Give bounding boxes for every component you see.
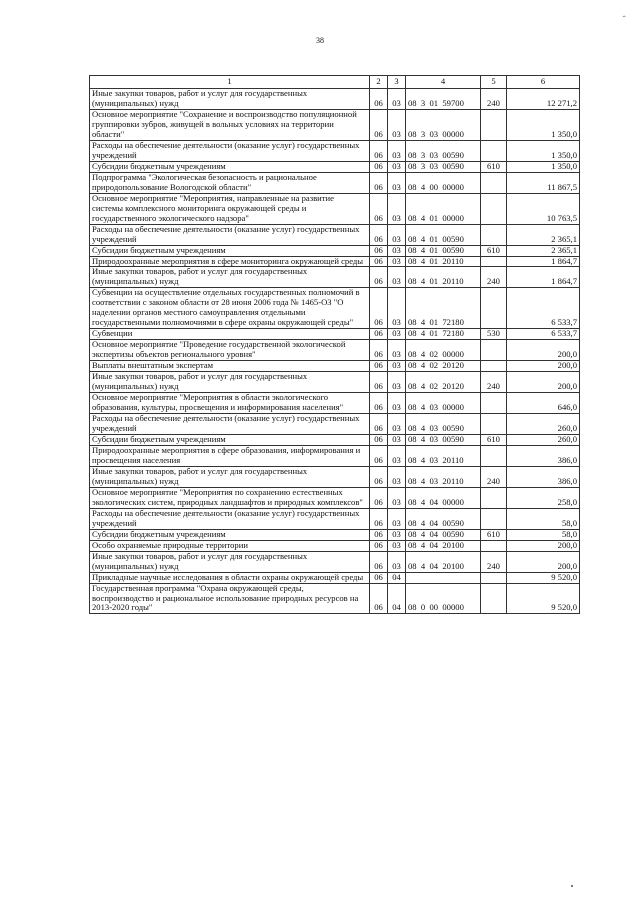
table-row (90, 340, 580, 361)
row-name-cell: Государственная программа "Охрана окружающей среды, воспроизводство и рациональное использование природных ресурсов на 2013-2020 годы" (90, 583, 370, 614)
row-subsection-cell: 03 (388, 256, 406, 267)
row-name-cell: Природоохранные мероприятия в сфере образования, информирования и просвещения населения (90, 445, 370, 466)
row-amount-cell: 2 365,1 (507, 224, 580, 245)
row-subsection-cell: 03 (388, 551, 406, 572)
row-expense-type-cell: 240 (481, 267, 507, 288)
row-name-cell: Субвенции на осуществление отдельных государственных полномочий в соответствии с законом области от 28 июня 2006 года № 1465-ОЗ "О наделении органов местного самоуправления отдельными государственными полномочиями в сфере охраны окружающей среды" (90, 288, 370, 329)
row-expense-type-cell: 610 (481, 529, 507, 540)
row-expense-type-cell (481, 414, 507, 435)
row-name-cell: Субсидии бюджетным учреждениям (90, 529, 370, 540)
row-amount-cell: 6 533,7 (507, 288, 580, 329)
row-amount-cell: 9 520,0 (507, 583, 580, 614)
row-expense-type-cell: 610 (481, 434, 507, 445)
row-target-article-cell: 08 4 04 20100 (406, 540, 481, 551)
row-section-cell: 06 (370, 414, 388, 435)
row-target-article-cell: 08 4 00 00000 (406, 172, 481, 193)
row-name-cell: Выплаты внештатным экспертам (90, 361, 370, 372)
row-name-cell: Основное мероприятие "Мероприятия по сохранению естественных экологических систем, природных ландшафтов и природных комплексов" (90, 487, 370, 508)
row-amount-cell: 200,0 (507, 361, 580, 372)
row-section-cell: 06 (370, 329, 388, 340)
budget-table (89, 75, 580, 614)
row-subsection-cell: 03 (388, 445, 406, 466)
row-section-cell: 06 (370, 540, 388, 551)
row-subsection-cell: 03 (388, 540, 406, 551)
row-target-article-cell: 08 4 04 20100 (406, 551, 481, 572)
row-name-cell: Иные закупки товаров, работ и услуг для государственных (муниципальных) нужд (90, 551, 370, 572)
row-expense-type-cell (481, 508, 507, 529)
row-expense-type-cell: 610 (481, 245, 507, 256)
row-section-cell: 06 (370, 551, 388, 572)
column-header-expense-type: 5 (481, 76, 507, 89)
row-expense-type-cell: 610 (481, 161, 507, 172)
row-subsection-cell: 03 (388, 245, 406, 256)
row-section-cell: 06 (370, 89, 388, 110)
row-expense-type-cell: 240 (481, 466, 507, 487)
page-number: 38 (316, 36, 324, 45)
table-row (90, 193, 580, 224)
row-section-cell: 06 (370, 434, 388, 445)
row-subsection-cell: 03 (388, 372, 406, 393)
table-row (90, 372, 580, 393)
row-subsection-cell: 03 (388, 508, 406, 529)
row-expense-type-cell: 530 (481, 329, 507, 340)
row-amount-cell: 200,0 (507, 340, 580, 361)
row-amount-cell: 1 864,7 (507, 256, 580, 267)
table-row (90, 89, 580, 110)
row-amount-cell: 1 864,7 (507, 267, 580, 288)
row-amount-cell: 1 350,0 (507, 109, 580, 140)
row-target-article-cell: 08 4 04 00590 (406, 529, 481, 540)
row-section-cell: 06 (370, 256, 388, 267)
row-expense-type-cell (481, 540, 507, 551)
row-target-article-cell: 08 4 01 20110 (406, 256, 481, 267)
row-subsection-cell: 03 (388, 393, 406, 414)
row-target-article-cell: 08 4 04 00000 (406, 487, 481, 508)
row-amount-cell: 646,0 (507, 393, 580, 414)
row-section-cell: 06 (370, 172, 388, 193)
row-target-article-cell: 08 4 01 20110 (406, 267, 481, 288)
table-row (90, 256, 580, 267)
row-amount-cell: 258,0 (507, 487, 580, 508)
row-target-article-cell (406, 572, 481, 583)
row-section-cell: 06 (370, 245, 388, 256)
column-header-name: 1 (90, 76, 370, 89)
table-row (90, 487, 580, 508)
row-amount-cell: 200,0 (507, 551, 580, 572)
row-section-cell: 06 (370, 508, 388, 529)
row-section-cell: 06 (370, 487, 388, 508)
row-target-article-cell: 08 4 04 00590 (406, 508, 481, 529)
table-row (90, 224, 580, 245)
row-section-cell: 06 (370, 372, 388, 393)
row-section-cell: 06 (370, 267, 388, 288)
row-expense-type-cell (481, 340, 507, 361)
row-expense-type-cell (481, 224, 507, 245)
row-amount-cell: 386,0 (507, 445, 580, 466)
row-expense-type-cell (481, 445, 507, 466)
row-section-cell: 06 (370, 572, 388, 583)
row-expense-type-cell: 240 (481, 372, 507, 393)
row-section-cell: 06 (370, 193, 388, 224)
row-expense-type-cell (481, 193, 507, 224)
row-amount-cell: 200,0 (507, 540, 580, 551)
row-section-cell: 06 (370, 361, 388, 372)
row-section-cell: 06 (370, 140, 388, 161)
row-section-cell: 06 (370, 466, 388, 487)
row-subsection-cell: 03 (388, 161, 406, 172)
row-name-cell: Подпрограмма "Экологическая безопасность и рациональное природопользование Вологодской области" (90, 172, 370, 193)
row-target-article-cell: 08 4 01 00590 (406, 224, 481, 245)
row-target-article-cell: 08 4 01 00590 (406, 245, 481, 256)
row-name-cell: Природоохранные мероприятия в сфере мониторинга окружающей среды (90, 256, 370, 267)
row-name-cell: Субсидии бюджетным учреждениям (90, 161, 370, 172)
table-header (90, 76, 580, 89)
table-row (90, 540, 580, 551)
row-name-cell: Иные закупки товаров, работ и услуг для государственных (муниципальных) нужд (90, 372, 370, 393)
row-subsection-cell: 03 (388, 487, 406, 508)
table-row (90, 172, 580, 193)
row-amount-cell: 260,0 (507, 434, 580, 445)
row-name-cell: Иные закупки товаров, работ и услуг для государственных (муниципальных) нужд (90, 89, 370, 110)
row-target-article-cell: 08 4 02 20120 (406, 372, 481, 393)
row-section-cell: 06 (370, 288, 388, 329)
table-row (90, 434, 580, 445)
row-subsection-cell: 03 (388, 193, 406, 224)
row-subsection-cell: 03 (388, 414, 406, 435)
row-amount-cell: 9 520,0 (507, 572, 580, 583)
row-expense-type-cell (481, 256, 507, 267)
row-amount-cell: 12 271,2 (507, 89, 580, 110)
row-target-article-cell: 08 4 03 20110 (406, 445, 481, 466)
column-header-amount: 6 (507, 76, 580, 89)
table-row (90, 508, 580, 529)
row-section-cell: 06 (370, 529, 388, 540)
row-section-cell: 06 (370, 445, 388, 466)
row-target-article-cell: 08 3 03 00000 (406, 109, 481, 140)
row-amount-cell: 1 350,0 (507, 161, 580, 172)
table-row (90, 245, 580, 256)
row-name-cell: Расходы на обеспечение деятельности (оказание услуг) государственных учреждений (90, 224, 370, 245)
row-section-cell: 06 (370, 109, 388, 140)
row-subsection-cell: 03 (388, 529, 406, 540)
row-amount-cell: 6 533,7 (507, 329, 580, 340)
row-section-cell: 06 (370, 340, 388, 361)
row-name-cell: Субсидии бюджетным учреждениям (90, 434, 370, 445)
row-expense-type-cell (481, 140, 507, 161)
header-row (90, 76, 580, 89)
row-amount-cell: 58,0 (507, 529, 580, 540)
row-target-article-cell: 08 0 00 00000 (406, 583, 481, 614)
row-subsection-cell: 03 (388, 329, 406, 340)
row-target-article-cell: 08 4 01 00000 (406, 193, 481, 224)
row-expense-type-cell (481, 572, 507, 583)
row-amount-cell: 386,0 (507, 466, 580, 487)
row-subsection-cell: 03 (388, 89, 406, 110)
table-row (90, 140, 580, 161)
row-target-article-cell: 08 4 02 20120 (406, 361, 481, 372)
row-subsection-cell: 03 (388, 224, 406, 245)
table-row (90, 267, 580, 288)
row-name-cell: Иные закупки товаров, работ и услуг для государственных (муниципальных) нужд (90, 466, 370, 487)
row-name-cell: Прикладные научные исследования в области охраны окружающей среды (90, 572, 370, 583)
row-expense-type-cell: 240 (481, 89, 507, 110)
row-target-article-cell: 08 3 01 59700 (406, 89, 481, 110)
row-target-article-cell: 08 4 01 72180 (406, 288, 481, 329)
table-row (90, 445, 580, 466)
row-expense-type-cell (481, 393, 507, 414)
row-name-cell: Основное мероприятие "Мероприятия в области экологического образования, культуры, просвещения и информирования населения" (90, 393, 370, 414)
row-expense-type-cell (481, 583, 507, 614)
row-expense-type-cell (481, 361, 507, 372)
row-name-cell: Расходы на обеспечение деятельности (оказание услуг) государственных учреждений (90, 140, 370, 161)
row-subsection-cell: 03 (388, 361, 406, 372)
row-expense-type-cell (481, 109, 507, 140)
table-row (90, 572, 580, 583)
row-amount-cell: 10 763,5 (507, 193, 580, 224)
row-amount-cell: 1 350,0 (507, 140, 580, 161)
row-amount-cell: 11 867,5 (507, 172, 580, 193)
row-expense-type-cell: 240 (481, 551, 507, 572)
row-section-cell: 06 (370, 224, 388, 245)
table-row (90, 529, 580, 540)
row-name-cell: Основное мероприятие "Проведение государственной экологической экспертизы объектов регионального уровня" (90, 340, 370, 361)
row-subsection-cell: 03 (388, 434, 406, 445)
table-row (90, 161, 580, 172)
row-target-article-cell: 08 4 03 00000 (406, 393, 481, 414)
table-body (90, 89, 580, 614)
row-subsection-cell: 03 (388, 340, 406, 361)
row-subsection-cell: 03 (388, 172, 406, 193)
row-name-cell: Расходы на обеспечение деятельности (оказание услуг) государственных учреждений (90, 414, 370, 435)
scan-dot-mark (571, 885, 573, 887)
row-amount-cell: 200,0 (507, 372, 580, 393)
row-target-article-cell: 08 4 03 20110 (406, 466, 481, 487)
row-expense-type-cell (481, 288, 507, 329)
column-header-section: 2 (370, 76, 388, 89)
table-row (90, 393, 580, 414)
row-amount-cell: 2 365,1 (507, 245, 580, 256)
row-name-cell: Основное мероприятие "Мероприятия, направленные на развитие системы комплексного мониторинга окружающей среды и государственного экологического надзора" (90, 193, 370, 224)
row-target-article-cell: 08 3 03 00590 (406, 161, 481, 172)
table-row (90, 109, 580, 140)
table-row (90, 288, 580, 329)
row-name-cell: Иные закупки товаров, работ и услуг для государственных (муниципальных) нужд (90, 267, 370, 288)
row-target-article-cell: 08 3 03 00590 (406, 140, 481, 161)
row-name-cell: Особо охраняемые природные территории (90, 540, 370, 551)
column-header-subsection: 3 (388, 76, 406, 89)
table-row (90, 466, 580, 487)
table-row (90, 329, 580, 340)
table-row (90, 551, 580, 572)
table-row (90, 414, 580, 435)
row-subsection-cell: 03 (388, 267, 406, 288)
row-target-article-cell: 08 4 03 00590 (406, 414, 481, 435)
column-header-target-article: 4 (406, 76, 481, 89)
scan-corner-mark: ‹ (619, 15, 629, 18)
row-amount-cell: 58,0 (507, 508, 580, 529)
row-target-article-cell: 08 4 02 00000 (406, 340, 481, 361)
table-row (90, 361, 580, 372)
row-name-cell: Субсидии бюджетным учреждениям (90, 245, 370, 256)
table-row (90, 583, 580, 614)
row-subsection-cell: 03 (388, 109, 406, 140)
row-expense-type-cell (481, 487, 507, 508)
row-section-cell: 06 (370, 583, 388, 614)
row-target-article-cell: 08 4 01 72180 (406, 329, 481, 340)
row-subsection-cell: 04 (388, 572, 406, 583)
row-expense-type-cell (481, 172, 507, 193)
row-name-cell: Расходы на обеспечение деятельности (оказание услуг) государственных учреждений (90, 508, 370, 529)
row-subsection-cell: 04 (388, 583, 406, 614)
row-name-cell: Основное мероприятие "Сохранение и воспроизводство популяционной группировки зубров, живущей в вольных условиях на территории области" (90, 109, 370, 140)
row-subsection-cell: 03 (388, 288, 406, 329)
row-section-cell: 06 (370, 161, 388, 172)
row-subsection-cell: 03 (388, 140, 406, 161)
row-amount-cell: 260,0 (507, 414, 580, 435)
row-name-cell: Субвенции (90, 329, 370, 340)
row-target-article-cell: 08 4 03 00590 (406, 434, 481, 445)
row-subsection-cell: 03 (388, 466, 406, 487)
row-section-cell: 06 (370, 393, 388, 414)
